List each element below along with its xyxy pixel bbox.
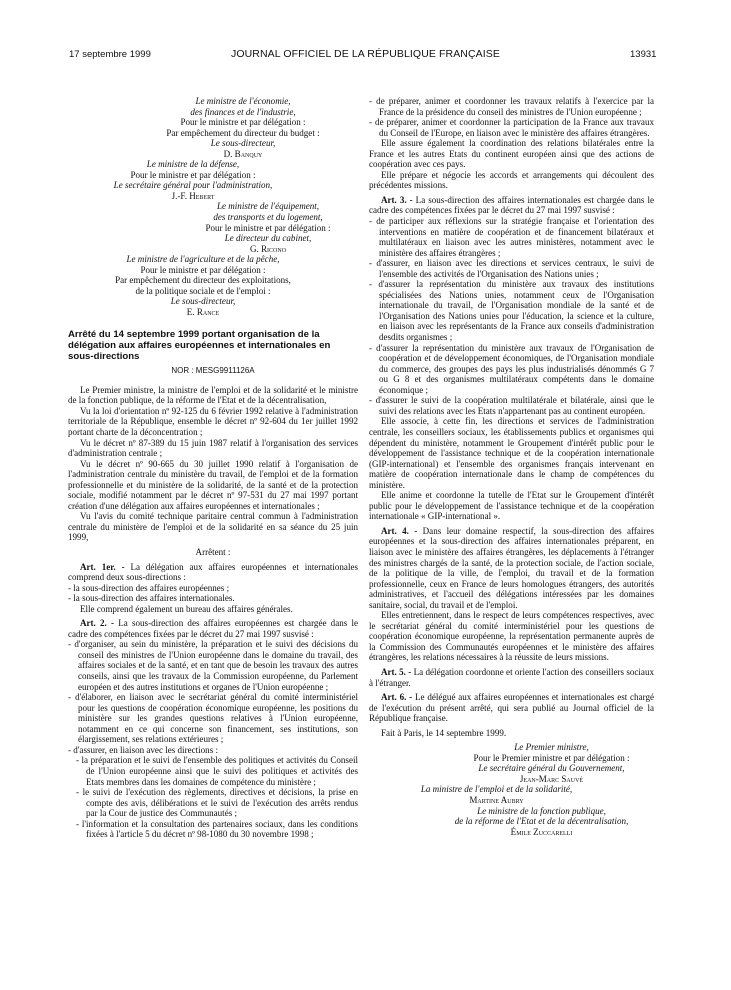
article-text: La délégation coordonne et oriente l'action des conseillers sociaux à l'étranger.	[369, 666, 654, 688]
article-text: La sous-direction des affaires internationales est chargée dans le cadre des compétences fixées par le décret du 27 mai 1997 susvisé :	[369, 194, 654, 216]
paragraph: Vu le décret nº 90-665 du 30 juillet 1990 relatif à l'organisation de l'administration centrale du ministère du travail, de l'emploi et de la formation professionnelle et du ministère de la solidarité, de la santé et de la protection sociale, modifié notamment par le décret nº 97-531 du 27 mai 1997 portant création d'une délégation aux affaires européennes et internationales ;	[68, 458, 358, 511]
sub-list-item: - la préparation et le suivi de l'ensemble des politiques et activités du Conseil de l'Union européenne ainsi que le suivi des politiques et activités des Etats membres dans les domaines de compétence du ministère ;	[76, 755, 358, 787]
article-label: Art. 2. -	[80, 618, 115, 629]
sig-line: de la réforme de l'Etat et de la décentralisation,	[454, 816, 629, 827]
sig-name: Jean-Marc Sauvé	[519, 773, 584, 784]
nor-reference: NOR : MESG9911126A	[171, 366, 255, 376]
sig-line: Le sous-directeur,	[170, 296, 236, 307]
article-text: La délégation aux affaires européennes et internationales comprend deux sous-directions :	[68, 561, 359, 583]
signature-equipement	[68, 201, 358, 254]
article-label: Art. 4. -	[381, 525, 418, 536]
sig-line: Le ministre de la fonction publique,	[477, 805, 606, 816]
page-number: 13931	[630, 49, 657, 60]
sig-name: J.-F. Hebert	[171, 190, 215, 201]
article-text: La sous-direction des affaires européennes est chargée dans le cadre des compétences fixées par le décret du 27 mai 1997 susvisé :	[68, 618, 358, 639]
right-column	[369, 96, 654, 837]
list-item: - d'assurer le suivi de la coopération multilatérale et bilatérale, ainsi que le suivi des relations avec les Etats n'appartenant pas au continent européen.	[369, 395, 654, 416]
article-1	[68, 562, 358, 583]
paragraph: Le Premier ministre, la ministre de l'emploi et de la solidarité et le ministre de la fonction publique, de la réforme de l'Etat et de la décentralisation,	[68, 384, 358, 406]
list-item: - la sous-direction des affaires européennes ;	[68, 582, 230, 593]
sig-line: Pour le ministre et par délégation :	[140, 264, 266, 275]
list-item: - de participer aux réflexions sur la stratégie française et l'orientation des interventions en matière de coopération et de financement bilatéraux et multilatéraux en liaison avec les autres ministères, notamment avec le ministère des affaires étrangères ;	[369, 216, 654, 258]
signature-fonction-publique	[369, 806, 654, 838]
sig-line: La ministre de l'emploi et de la solidarité,	[420, 784, 573, 795]
paragraph: Elle assure également la coordination des relations bilatérales entre la France et les autres Etats du continent européen ainsi que des actions de coopération avec ces pays.	[369, 138, 654, 170]
list-item: - d'élaborer, en liaison avec le secrétariat général du comité interministériel pour les questions de coopération économique européenne, les positions du ministère sur les grandes questions relatives à l'Union européenne, notamment en ce qui concerne son financement, ses institutions, son élargissement, ses relations extérieures ;	[68, 692, 358, 745]
sig-line: Le secrétaire général pour l'administration,	[113, 180, 273, 191]
signature-economie	[68, 96, 358, 159]
paragraph: Elles entretiennent, dans le respect de leurs compétences respectives, avec le secrétariat général du comité interministériel pour les questions de coopération économique européenne, la représentation permanente auprès de la Commission des Communautés européennes et le ministère des affaires étrangères, les relations nécessaires à la réussite de leurs missions.	[369, 610, 654, 663]
article-label: Art. 1er. -	[80, 561, 125, 572]
sig-name: Martine Aubry	[469, 795, 524, 805]
list-item: - de préparer, animer et coordonner les travaux relatifs à l'exercice par la France de la présidence du conseil des ministres de l'Union européenne ;	[369, 96, 654, 117]
sig-line: Le Premier ministre,	[514, 742, 589, 753]
signature-agriculture	[68, 254, 358, 317]
paragraph: Elle comprend également un bureau des affaires générales.	[80, 603, 293, 614]
signature-premier-ministre	[369, 742, 654, 784]
sig-name: E. Rance	[186, 306, 220, 317]
article-label: Art. 6. -	[381, 692, 413, 703]
list-item: - d'assurer, en liaison avec les directions et services centraux, le suivi de l'ensemble des activités de l'Organisation des Nations unies ;	[369, 258, 654, 279]
sig-line: Par empêchement du directeur des exploitations,	[115, 275, 291, 286]
paragraph: Vu le décret nº 87-389 du 15 juin 1987 relatif à l'organisation des services d'administration centrale ;	[68, 437, 358, 459]
sig-line: des transports et du logement,	[213, 212, 323, 223]
sig-line: Pour le ministre et par délégation :	[205, 222, 331, 233]
arretent-heading: Arrêtent :	[195, 547, 231, 558]
sig-line: de la politique sociale et de l'emploi :	[135, 285, 271, 296]
paragraph: Elle associe, à cette fin, les directions et services de l'administration centrale, les conseillers sociaux, les établissements publics et organismes qui dépendent du ministère, notamment le Groupement d'intérêt public pour le développement de l'assistance technique et de la coopération internationale (GIP-international) et l'ensemble des organismes français intervenant en matière de coopération internationale dans le champ de compétences du ministère.	[369, 416, 654, 490]
sig-line: Le sous-directeur,	[210, 138, 276, 149]
left-column	[68, 96, 358, 840]
sig-line: Par empêchement du directeur du budget :	[166, 127, 320, 138]
sig-line: Pour le ministre et par délégation :	[130, 169, 256, 180]
list-item: - d'assurer la représentation du ministère aux travaux de l'Organisation de coopération et de développement économiques, de l'Organisation mondiale du commerce, des groupes des pays les plus industrialisés dénommés G 7 ou G 8 et des organismes multilatéraux compétents dans le domaine économique ;	[369, 342, 654, 395]
article-5	[369, 667, 654, 688]
sig-name: G. Ricono	[249, 243, 287, 254]
signature-emploi	[369, 784, 654, 805]
sig-line: Le ministre de la défense,	[146, 159, 240, 170]
fait-a-paris: Fait à Paris, le 14 septembre 1999.	[381, 727, 507, 738]
sig-line: Le ministre de l'équipement,	[216, 201, 320, 212]
list-item: - de préparer, animer et coordonner la participation de la France aux travaux du Conseil de l'Europe, en liaison avec le ministère des affaires étrangères.	[369, 117, 654, 138]
paragraph: Elle prépare et négocie les accords et arrangements qui découlent des précédentes missions.	[369, 169, 654, 191]
sig-line: Pour le ministre et par délégation :	[180, 117, 306, 128]
list-item: - la sous-direction des affaires internationales.	[68, 593, 235, 604]
sig-name: D. Banquy	[223, 148, 263, 159]
article-text: Le délégué aux affaires européennes et internationales est chargé de l'exécution du présent arrêté, qui sera publié au Journal officiel de la République française.	[369, 692, 654, 724]
header-date: 17 septembre 1999	[69, 49, 151, 60]
sig-line: Pour le Premier ministre et par délégation :	[473, 752, 630, 763]
paragraph: Vu l'avis du comité technique paritaire central commun à l'administration centrale du ministère de l'emploi et de la solidarité en sa séance du 25 juin 1999,	[68, 511, 358, 543]
page-header	[0, 0, 731, 62]
article-text: Dans leur domaine respectif, la sous-direction des affaires européennes et la sous-direction des affaires internationales préparent, en liaison avec le ministère des affaires étrangères, les déplacements à l'étranger des ministres chargés de la santé, de la protection sociale, de l'action sociale, de la politique de la ville, de l'emploi, du travail et de la formation professionnelle, ceux en France de leurs homologues étrangers, des autorités administratives, et l'accueil des délégations intéressées par les domaines sanitaire, social, du travail et de l'emploi.	[369, 525, 654, 610]
article-4	[369, 526, 654, 610]
decree-title: Arrêté du 14 septembre 1999 portant organisation de la délégation aux affaires européennes et internationales en sous-directions	[68, 329, 331, 362]
paragraph: Vu la loi d'orientation nº 92-125 du 6 février 1992 relative à l'administration territoriale de la République, ensemble le décret nº 92-604 du 1er juillet 1992 portant charte de la déconcentration ;	[68, 405, 358, 437]
sub-list-item: - le suivi de l'exécution des règlements, directives et décisions, la prise en compte des avis, délibérations et le suivi de l'exécution des arrêts rendus par la Cour de justice des Communautés ;	[76, 787, 358, 819]
signature-defense	[68, 159, 358, 201]
article-label: Art. 3. -	[381, 194, 413, 205]
list-item: - d'organiser, au sein du ministère, la préparation et le suivi des décisions du conseil des ministres de l'Union européenne dans le domaine du travail, des affaires sociales et de la santé, et en tant que de besoin les travaux des autres conseils, ainsi que les travaux de la Commission européenne, du Parlement européen et des autres institutions et organes de l'Union européenne ;	[68, 639, 358, 692]
sig-line: Le ministre de l'économie,	[195, 96, 291, 106]
journal-title: JOURNAL OFFICIEL DE LA RÉPUBLIQUE FRANÇAISE	[231, 48, 500, 60]
article-6	[369, 692, 654, 724]
sig-line: Le ministre de l'agriculture et de la pêche,	[126, 254, 280, 265]
sig-line: Le secrétaire général du Gouvernement,	[478, 763, 625, 774]
article-3	[369, 195, 654, 216]
sig-line: des finances et de l'industrie,	[190, 106, 296, 117]
paragraph: Elle anime et coordonne la tutelle de l'Etat sur le Groupement d'intérêt public pour le développement de l'assistance technique et de la coopération internationale « GIP-international ».	[369, 490, 654, 522]
article-label: Art. 5. -	[381, 666, 412, 677]
sub-list-item: - l'information et la consultation des partenaires sociaux, dans les conditions fixées à l'article 5 du décret nº 98-1080 du 30 novembre 1998 ;	[76, 818, 358, 840]
list-item: - d'assurer la représentation du ministère aux travaux des institutions spécialisées des Nations unies, notamment ceux de l'Organisation internationale du travail, de l'Organisation mondiale de la santé et de l'Organisation des Nations unies pour l'éducation, la science et la culture, en liaison avec les représentants de la France aux conseils d'administration desdits organismes ;	[369, 279, 654, 343]
sig-name: Émile Zuccarelli	[510, 826, 573, 837]
article-2	[68, 618, 358, 639]
list-item: - d'assurer, en liaison avec les directions :	[68, 744, 218, 755]
sig-line: Le directeur du cabinet,	[224, 233, 312, 244]
